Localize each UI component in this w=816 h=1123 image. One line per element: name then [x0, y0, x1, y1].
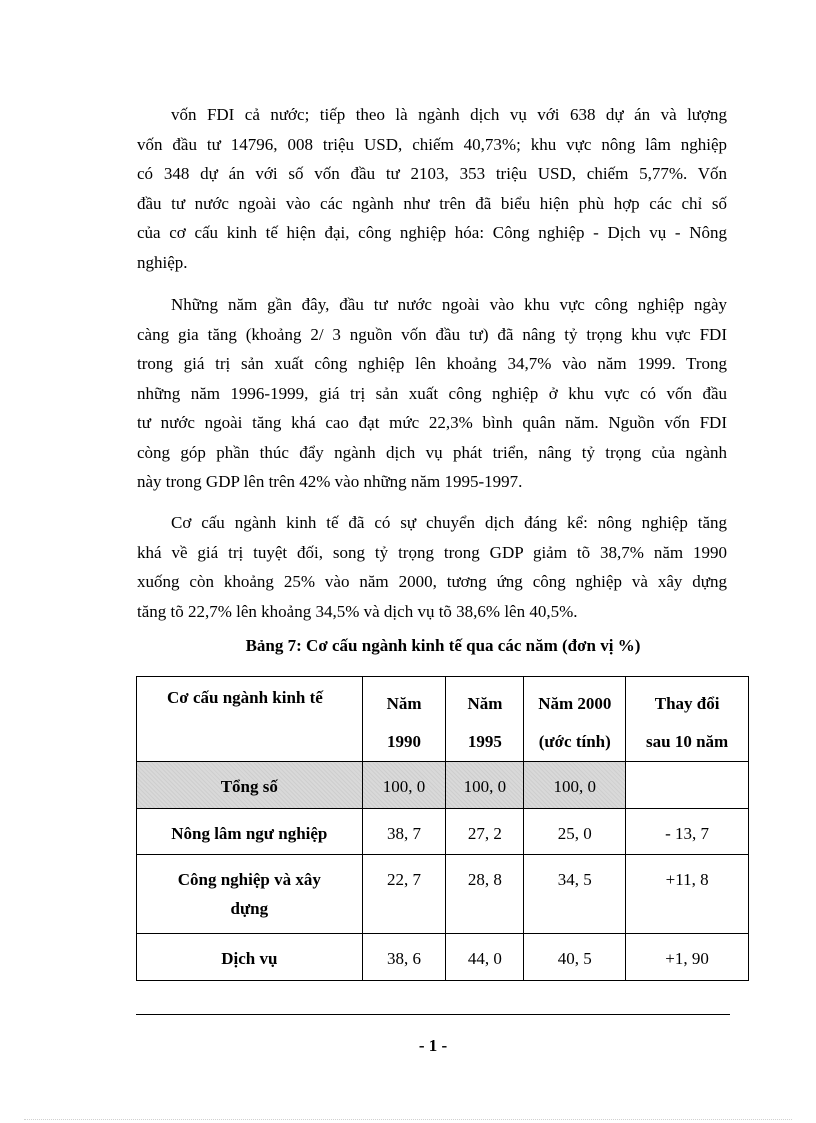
text-line: khá về giá trị tuyệt đối, song tỷ trọng trong GDP giảm tõ 38,7% năm 1990: [137, 542, 727, 562]
text-line: Cơ cấu ngành kinh tế đã có sự chuyển dịch đáng kể: nông nghiệp tăng: [171, 513, 727, 532]
text-line: vốn FDI cả nước; tiếp theo là ngành dịch vụ với 638 dự án và lượng: [171, 105, 727, 124]
cell-change: +1, 90: [626, 934, 749, 981]
cell-2000: 34, 5: [524, 855, 626, 934]
paragraph-industry-growth: [137, 290, 727, 497]
cell-1995: 27, 2: [446, 809, 524, 855]
cell-2000: 40, 5: [524, 934, 626, 981]
cell-1990: 38, 6: [362, 934, 446, 981]
cell-1995: 100, 0: [446, 762, 524, 809]
text-line: đầu tư nước ngoài vào các ngành như trên đã biểu hiện phù hợp các chỉ số: [137, 193, 727, 213]
economic-structure-table: [136, 676, 749, 981]
text-line: này trong GDP lên trên 42% vào những năm 1995-1997.: [137, 472, 523, 491]
paragraph-fdi-by-sector: [137, 100, 727, 277]
header-change: Thay đổi sau 10 năm: [626, 677, 749, 762]
cell-change: +11, 8: [626, 855, 749, 934]
cell-1995: 28, 8: [446, 855, 524, 934]
cell-2000: 25, 0: [524, 809, 626, 855]
text-line: tăng tõ 22,7% lên khoảng 34,5% và dịch vụ tõ 38,6% lên 40,5%.: [137, 601, 578, 621]
text-line: có 348 dự án với số vốn đầu tư 2103, 353 triệu USD, chiếm 5,77%. Vốn: [137, 164, 727, 183]
row-label: Tổng số: [137, 762, 363, 809]
header-sector: Cơ cấu ngành kinh tế: [137, 677, 363, 762]
text-line: càng gia tăng (khoảng 2/ 3 nguồn vốn đầu tư) đã nâng tỷ trọng khu vực FDI: [137, 324, 727, 344]
header-1990: Năm 1990: [362, 677, 446, 762]
text-line: trong giá trị sản xuất công nghiệp lên khoảng 34,7% vào năm 1999. Trong: [137, 354, 727, 373]
cell-change: - 13, 7: [626, 809, 749, 855]
cell-change: [626, 762, 749, 809]
page-number: - 1 -: [418, 1036, 448, 1055]
table-row-agriculture: [137, 809, 749, 855]
text-line: của cơ cấu kinh tế hiện đại, công nghiệp hóa: Công nghiệp - Dịch vụ - Nông: [137, 223, 727, 242]
row-label: Dịch vụ: [137, 934, 363, 981]
text-line: những năm 1996-1999, giá trị sản xuất công nghiệp ở khu vực có vốn đầu: [137, 383, 727, 403]
table-header-row: [137, 677, 749, 762]
row-label: Nông lâm ngư nghiệp: [137, 809, 363, 855]
table-row-services: [137, 934, 749, 981]
text-line: Những năm gần đây, đầu tư nước ngoài vào khu vực công nghiệp ngày: [171, 295, 727, 314]
cell-1990: 100, 0: [362, 762, 446, 809]
cell-1990: 22, 7: [362, 855, 446, 934]
text-line: tư nước ngoài tăng khá cao đạt mức 22,3% bình quân năm. Nguồn vốn FDI: [137, 413, 727, 432]
text-line: nghiệp.: [137, 252, 188, 272]
cell-2000: 100, 0: [524, 762, 626, 809]
header-1995: Năm 1995: [446, 677, 524, 762]
table-row-industry: [137, 855, 749, 934]
cell-1995: 44, 0: [446, 934, 524, 981]
text-line: vốn đầu tư 14796, 008 triệu USD, chiếm 40,73%; khu vực nông lâm nghiệp: [137, 134, 727, 154]
table-row-total: [137, 762, 749, 809]
page-bottom-border: [24, 1119, 792, 1120]
footer-divider: [136, 1014, 730, 1015]
row-label: Công nghiệp và xây dựng: [137, 855, 363, 934]
text-line: xuống còn khoảng 25% vào năm 2000, tương ứng công nghiệp và xây dựng: [137, 572, 727, 591]
cell-1990: 38, 7: [362, 809, 446, 855]
text-line: còng góp phần thúc đẩy ngành dịch vụ phát triển, nâng tỷ trọng của ngành: [137, 442, 727, 462]
table-caption: Bảng 7: Cơ cấu ngành kinh tế qua các năm (đơn vị %): [245, 636, 641, 655]
header-2000: Năm 2000 (ước tính): [524, 677, 626, 762]
paragraph-structure-shift: [137, 508, 727, 626]
